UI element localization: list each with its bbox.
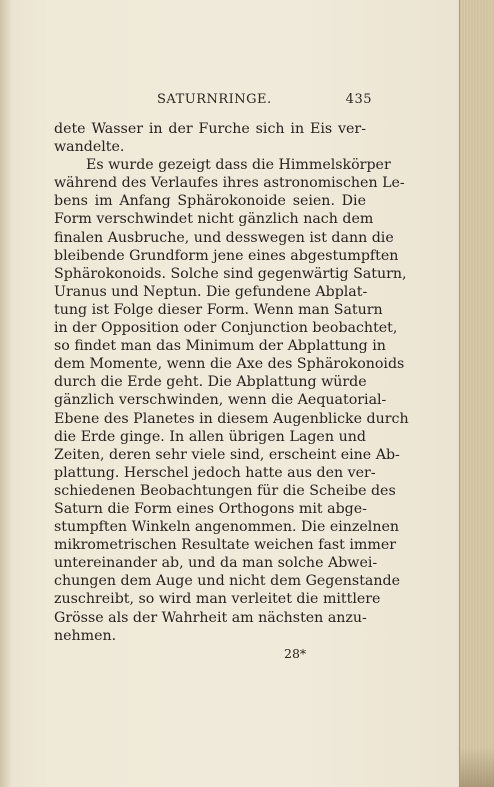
text-line: die Erde ginge. In allen übrigen Lagen und [54, 428, 366, 445]
running-title: SATURNRINGE. [157, 92, 272, 107]
text-line: durch die Erde geht. Die Abplattung würde [54, 374, 367, 391]
text-line: nehmen. [54, 627, 117, 644]
text-line: dem Momente, wenn die Axe des Sphärokonoids [54, 356, 405, 373]
text-line: chungen dem Auge und nicht dem Gegenstande [54, 573, 400, 590]
gutter-shadow [0, 0, 12, 787]
text-line: gänzlich verschwinden, wenn die Aequatorial- [54, 392, 387, 409]
text-line: während des Verlaufes ihres astronomischen Le- [54, 175, 405, 192]
text-line: finalen Ausbruche, und desswegen ist dann die [54, 229, 394, 246]
text-line: Grösse als der Wahrheit am nächsten anzu- [54, 609, 367, 626]
text-line: Ebene des Planetes in diesem Augenblicke durch [54, 410, 409, 427]
text-line: Es wurde gezeigt dass die Himmelskörper [86, 157, 391, 174]
text-line: tung ist Folge dieser Form. Wenn man Saturn [54, 301, 383, 318]
text-line: bens im Anfang Sphärokonoide seien. Die [54, 193, 366, 210]
text-line: plattung. Herschel jedoch hatte aus den ver- [54, 464, 376, 481]
text-line: schiedenen Beobachtungen für die Scheibe des [54, 482, 396, 499]
body-text [54, 120, 409, 645]
text-line: so findet man das Minimum der Abplattung in [54, 338, 386, 355]
text-line: zuschreibt, so wird man verleitet die mittlere [54, 591, 381, 608]
text-line: Zeiten, deren sehr viele sind, erscheint eine Ab- [54, 446, 400, 463]
text-line: in der Opposition oder Conjunction beobachtet, [54, 320, 398, 337]
text-line: Saturn die Form eines Orthogons mit abge- [54, 500, 367, 517]
text-line: stumpften Winkeln angenommen. Die einzelnen [54, 519, 400, 536]
running-header [157, 92, 372, 110]
text-line: mikrometrischen Resultate weichen fast immer [54, 537, 397, 554]
page-edges [459, 0, 494, 787]
text-line: wandelte. [54, 139, 125, 156]
text-line: bleibende Grundform jene eines abgestumpften [54, 247, 399, 264]
page-number: 435 [345, 92, 372, 107]
text-line: Form verschwindet nicht gänzlich nach dem [54, 211, 374, 228]
text-line: Sphärokonoids. Solche sind gegenwärtig Saturn, [54, 265, 407, 282]
text-line: dete Wasser in der Furche sich in Eis ver- [54, 121, 366, 137]
signature-mark: 28* [284, 646, 307, 661]
text-line: Uranus und Neptun. Die gefundene Abplat- [54, 283, 368, 300]
text-line: untereinander ab, und da man solche Abwei- [54, 555, 378, 572]
